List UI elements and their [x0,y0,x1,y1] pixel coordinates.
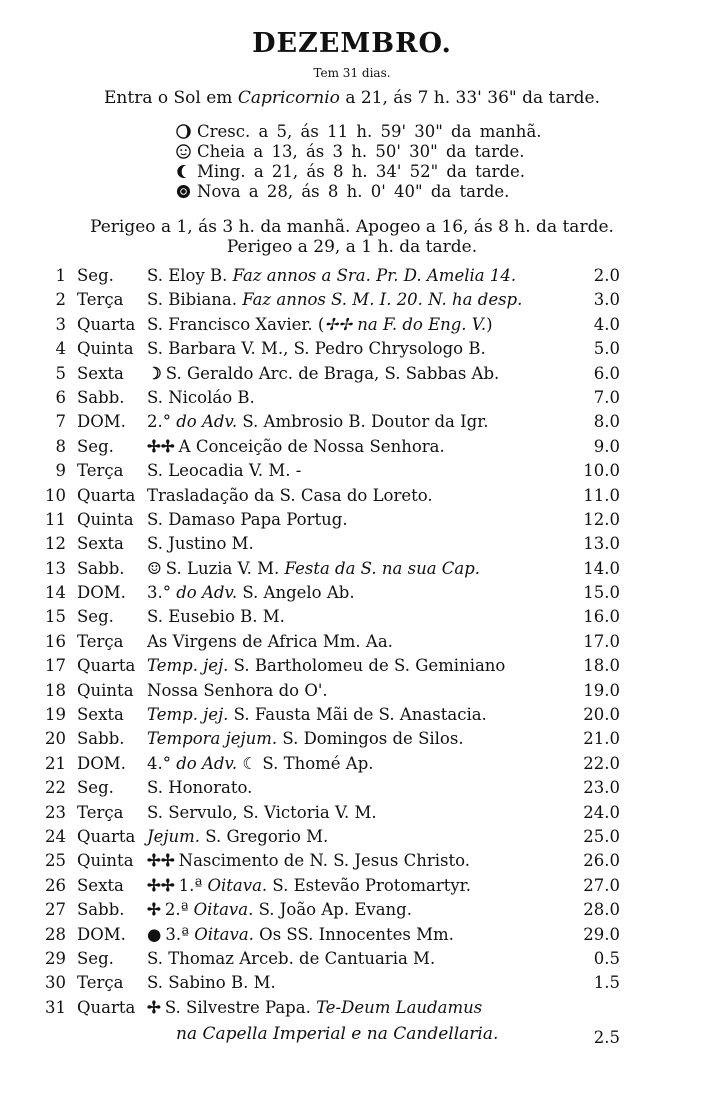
feast-symbol-icon: ☺ [147,558,162,578]
day-number: 25 [45,851,66,871]
saint-main: 2.ª [164,900,194,920]
saint-italic: Faz annos a Sra. Pr. D. Amelia 14. [232,266,517,285]
weekday: DOM. [77,753,126,773]
day-number: 2 [55,290,66,310]
perigee-line-1: Perigeo a 1, ás 3 h. da manhã. Apogeo a 16, ás 8 h. da tarde. [90,217,614,237]
feast-symbol-icon: ✢✢ [147,436,175,456]
days-count: Tem 31 dias. [313,66,391,80]
day-value: 28.0 [583,900,620,920]
saint-main: S. Luzia V. M. [165,558,285,578]
saint-main: S. Geraldo Arc. de Braga, S. Sabbas Ab. [165,363,500,383]
calendar-row [0,386,704,410]
day-value: 5.0 [593,339,620,359]
day-value: 22.0 [583,753,620,773]
day-number: 12 [45,534,66,554]
saint-italic: Tempora jejum. [147,729,278,749]
saint-main: As Virgens de Africa Mm. Aa. [147,631,393,651]
saint-text [147,313,493,337]
weekday: Quinta [77,851,134,871]
weekday: Seg. [77,266,114,285]
saint-main: S. Sabino B. M. [147,973,276,993]
day-value: 14.0 [583,558,620,578]
day-number: 14 [45,583,66,603]
day-number: 20 [45,729,66,749]
saint-main: S. Honorato. [147,778,253,798]
phase-text: Nova a 28, ás 8 h. 0' 40" da tarde. [197,182,510,201]
zodiac-sign: Capricornio [237,88,340,108]
day-value: 18.0 [583,656,620,676]
saint-italic: do Adv. [176,412,238,432]
saint-text [147,532,254,556]
weekday: Terça [77,973,124,993]
moon-phase-full [176,142,542,162]
weekday: Sabb. [77,900,125,920]
day-value: 7.0 [593,387,620,407]
saint-text [147,362,499,386]
weekday: DOM. [77,924,126,944]
day-number: 22 [45,778,66,798]
day-number: 28 [45,924,66,944]
calendar-row [0,752,704,776]
weekday: DOM. [77,583,126,603]
calendar-row [0,630,704,654]
saint-text [147,703,487,727]
saint-text [147,727,464,751]
perigee-apogee-note [0,217,704,257]
day-value: 13.0 [583,534,620,554]
feast-symbol-icon: ● [147,924,162,944]
perigee-line-2: Perigeo a 29, a 1 h. da tarde. [226,237,478,257]
saint-main: S. Silvestre Papa. [164,997,317,1017]
saint-italic: Faz annos S. M. I. 20. N. ha desp. [242,290,523,310]
saint-text [147,996,482,1020]
day-value: 19.0 [583,680,620,700]
calendar-rows [0,264,704,1020]
moon-phase-new [176,182,542,202]
weekday: Seg. [77,436,114,456]
saint-italic: Oitava. [207,875,268,895]
day-value: 15.0 [583,583,620,603]
saint-main: S. Justino M. [147,534,254,554]
day-value: 12.0 [583,509,620,529]
day-number: 24 [45,826,66,846]
saint-main: S. Damaso Papa Portug. [147,509,348,529]
saint-main: A Conceição de Nossa Senhora. [178,436,445,456]
saint-text [147,849,470,873]
day-number: 13 [45,558,66,578]
saint-text [147,630,393,654]
saint-main: 4.° [147,753,177,773]
saint-italic: do Adv. [176,753,238,773]
weekday: Quarta [77,997,136,1017]
weekday: Quarta [77,656,136,676]
saint-text [147,776,252,800]
calendar-row [0,874,704,898]
calendar-row [0,581,704,605]
saint-rest: S. João Ap. Evang. [253,900,412,920]
calendar-row [0,679,704,703]
day-value: 2.0 [593,266,620,285]
sun-entry-prefix: Entra o Sol em [104,88,238,108]
saint-italic: Oitava. [193,900,254,920]
day-number: 6 [55,387,66,407]
saint-text [147,825,328,849]
weekday: Quarta [77,485,136,505]
weekday: Quinta [77,680,134,700]
saint-text [147,874,471,898]
saint-italic: Temp. jej. [147,656,229,676]
calendar-row [0,362,704,386]
day-value: 6.0 [593,363,620,383]
weekday: Seg. [77,778,114,798]
saint-rest: ☾ S. Thomé Ap. [237,753,374,773]
saint-main: S. Francisco Xavier. ( [147,314,325,334]
day-number: 21 [45,753,66,773]
crescent-moon-icon [176,124,191,139]
day-number: 17 [45,656,66,676]
day-value: 29.0 [583,924,620,944]
calendar-row [0,947,704,971]
feast-symbol-icon: ✢✢ [147,875,175,895]
day-number: 27 [45,900,66,920]
day-value: 20.0 [583,705,620,725]
calendar-row [0,410,704,434]
saint-text [147,264,516,288]
day-number: 5 [55,363,66,383]
saint-main: S. Eloy B. [147,266,233,285]
day-value: 25.0 [583,826,620,846]
day-number: 19 [45,705,66,725]
calendar-row [0,508,704,532]
saint-main: Trasladação da S. Casa do Loreto. [147,485,433,505]
saint-main: S. Eusebio B. M. [147,607,285,627]
day-number: 30 [45,973,66,993]
saint-main: Nossa Senhora do O'. [147,680,328,700]
saint-main: S. Thomaz Arceb. de Cantuaria M. [147,948,436,968]
calendar-row [0,776,704,800]
saint-text [147,605,285,629]
day-value: 0.5 [593,948,620,968]
moon-phase-crescent [176,122,542,142]
day-number: 1 [55,266,66,285]
full-moon-icon [176,144,191,159]
saint-text [147,459,301,483]
weekday: Sabb. [77,558,125,578]
calendar-row [0,654,704,678]
calendar-row [0,459,704,483]
saint-rest: S. Angelo Ab. [237,583,355,603]
saint-main: 3.ª [165,924,195,944]
day-number: 7 [55,412,66,432]
day-value: 26.0 [583,851,620,871]
weekday: Quarta [77,314,136,334]
saint-main: 1.ª [178,875,208,895]
day-number: 16 [45,631,66,651]
weekday: DOM. [77,412,126,432]
calendar-row [0,898,704,922]
day-number: 4 [55,339,66,359]
weekday: Terça [77,290,124,310]
saint-text [147,581,355,605]
day-value: 27.0 [583,875,620,895]
new-moon-icon [176,184,191,199]
day-value: 24.0 [583,802,620,822]
calendar-row [0,923,704,947]
calendar-row [0,313,704,337]
saint-main: S. Barbara V. M., S. Pedro Chrysologo B. [147,339,486,359]
phase-text: Cheia a 13, ás 3 h. 50' 30" da tarde. [197,142,525,161]
saint-main: S. Nicoláo B. [147,387,255,407]
saint-italic: ✢✢ na F. do Eng. V. [324,314,487,334]
feast-symbol-icon: ☽ [147,363,162,383]
day-value: 3.0 [593,290,620,310]
saint-text [147,435,445,459]
saint-rest: Os SS. Innocentes Mm. [253,924,454,944]
weekday: Sexta [77,705,124,725]
saint-rest: S. Estevão Protomartyr. [267,875,471,895]
calendar-row [0,337,704,361]
calendar-row [0,435,704,459]
saint-text [147,752,374,776]
calendar-row [0,484,704,508]
weekday: Seg. [77,607,114,627]
calendar-row [0,605,704,629]
day-value: 21.0 [583,729,620,749]
feast-continuation: na Capella Imperial e na Candellaria. [176,1024,499,1044]
saint-main: S. Bibiana. [147,290,243,310]
day-number: 11 [45,509,66,529]
saint-text [147,947,435,971]
saint-text [147,557,480,581]
weekday: Seg. [77,948,114,968]
calendar-row [0,264,704,288]
calendar-row [0,996,704,1020]
saint-italic: Oitava. [194,924,254,944]
calendar-row [0,703,704,727]
saint-rest: S. Bartholomeu de S. Geminiano [228,656,506,676]
sun-entry-line [0,88,704,108]
calendar-row [0,849,704,873]
day-number: 23 [45,802,66,822]
saint-main: S. Servulo, S. Victoria V. M. [147,802,377,822]
waning-moon-icon [176,164,191,179]
weekday: Terça [77,802,124,822]
day-number: 9 [55,461,66,481]
saint-main: 2.° [147,412,177,432]
day-value: 16.0 [583,607,620,627]
day-number: 26 [45,875,66,895]
day-number: 8 [55,436,66,456]
saint-rest: S. Domingos de Silos. [277,729,464,749]
day-value: 9.0 [593,436,620,456]
saint-text [147,801,377,825]
day-number: 31 [45,997,66,1017]
day-value: 4.0 [593,314,620,334]
saint-italic: Jejum. [147,826,201,846]
saint-text [147,484,433,508]
calendar-row [0,801,704,825]
weekday: Quarta [77,826,136,846]
day-number: 10 [45,485,66,505]
saint-text [147,971,276,995]
saint-italic: Te-Deum Laudamus [316,997,483,1017]
calendar-row [0,557,704,581]
day-number: 3 [55,314,66,334]
moon-phase-waning [176,162,542,182]
saint-text [147,288,522,312]
saint-text [147,923,454,947]
day-number: 29 [45,948,66,968]
day-value: 8.0 [593,412,620,432]
saint-rest: S. Ambrosio B. Doutor da Igr. [237,412,489,432]
saint-rest: ) [486,314,493,334]
calendar-row [0,532,704,556]
day-value-last: 2.5 [593,1028,620,1047]
saint-italic: Festa da S. na sua Cap. [284,558,481,578]
weekday: Sexta [77,363,124,383]
saint-text [147,410,489,434]
weekday: Sexta [77,534,124,554]
saint-text [147,337,486,361]
weekday: Quinta [77,509,134,529]
saint-rest: S. Fausta Mãi de S. Anastacia. [228,705,487,725]
calendar-row [0,971,704,995]
day-number: 15 [45,607,66,627]
feast-symbol-icon: ✢ [147,900,161,920]
saint-text [147,386,255,410]
day-value: 1.5 [593,973,620,993]
day-value: 11.0 [583,485,620,505]
page-title: DEZEMBRO. [252,28,452,59]
saint-main: S. Leocadia V. M. - [147,461,302,481]
saint-main: 3.° [147,583,177,603]
calendar-row [0,288,704,312]
weekday: Sabb. [77,387,125,407]
phase-text: Cresc. a 5, ás 11 h. 59' 30" da manhã. [197,122,542,141]
day-value: 23.0 [583,778,620,798]
calendar-row [0,727,704,751]
saint-text [147,898,412,922]
calendar-row [0,825,704,849]
day-value: 10.0 [583,461,620,481]
weekday: Quinta [77,339,134,359]
weekday: Terça [77,461,124,481]
saint-italic: do Adv. [176,583,238,603]
feast-symbol-icon: ✢ [147,997,161,1017]
saint-text [147,679,328,703]
saint-italic: Temp. jej. [147,705,229,725]
sun-entry-suffix: a 21, ás 7 h. 33' 36" da tarde. [339,88,600,108]
saint-main: Nascimento de N. S. Jesus Christo. [178,851,471,871]
feast-symbol-icon: ✢✢ [147,851,175,871]
weekday: Sexta [77,875,124,895]
phase-text: Ming. a 21, ás 8 h. 34' 52" da tarde. [197,162,526,181]
saint-rest: S. Gregorio M. [200,826,329,846]
day-value: 17.0 [583,631,620,651]
weekday: Sabb. [77,729,125,749]
saint-text [147,654,505,678]
moon-phases [176,122,542,202]
saint-text [147,508,348,532]
day-number: 18 [45,680,66,700]
weekday: Terça [77,631,124,651]
